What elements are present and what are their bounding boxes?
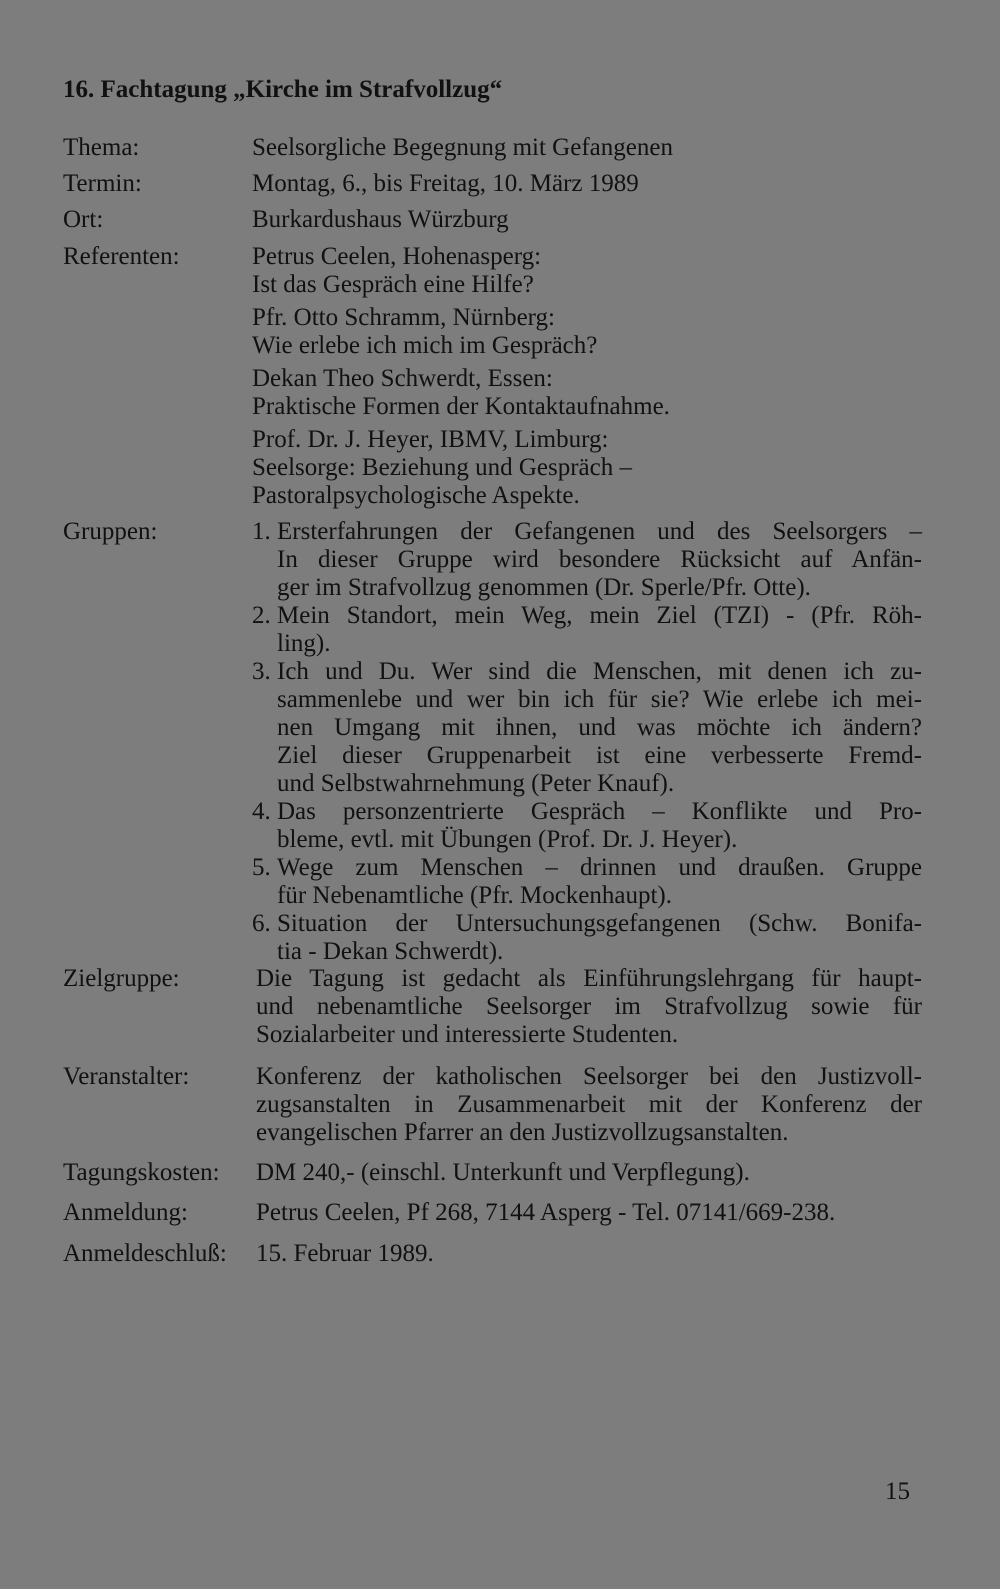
anmeldung-value <box>256 1199 922 1227</box>
zielgruppe-label: Zielgruppe: <box>63 965 180 992</box>
group-line: Wege zum Menschen – drinnen und draußen. Gruppe <box>277 854 922 881</box>
termin-value <box>252 170 922 198</box>
anmeldeschluss-text: 15. Februar 1989. <box>256 1240 434 1267</box>
referent-line: Wie erlebe ich mich im Gespräch? <box>252 332 598 359</box>
group-line: Situation der Untersuchungsgefangenen (Schw. Bonifa- <box>277 910 922 937</box>
group-line: und Selbstwahrnehmung (Peter Knauf). <box>277 770 675 797</box>
referent-line: Dekan Theo Schwerdt, Essen: <box>252 365 553 392</box>
veranstalter-line: evangelischen Pfarrer an den Justizvollzugsanstalten. <box>256 1119 789 1146</box>
referent-line: Pastoralpsychologische Aspekte. <box>252 482 580 509</box>
group-line: Das personzentrierte Gespräch – Konflikte und Pro- <box>277 798 922 825</box>
group-number: 3. <box>252 658 271 685</box>
ort-value <box>252 206 922 234</box>
gruppen-list <box>252 518 922 966</box>
zielgruppe-text <box>256 965 922 1049</box>
group-line: In dieser Gruppe wird besondere Rücksicht auf Anfän- <box>277 546 922 573</box>
anmeldeschluss-label: Anmeldeschluß: <box>63 1240 227 1267</box>
thema-text: Seelsorgliche Begegnung mit Gefangenen <box>252 134 673 161</box>
group-item <box>252 854 922 910</box>
tagungskosten-value <box>256 1159 922 1187</box>
group-number: 2. <box>252 602 271 629</box>
thema-value <box>252 134 922 162</box>
tagungskosten-label: Tagungskosten: <box>63 1159 220 1186</box>
page-title: 16. Fachtagung „Kirche im Strafvollzug“ <box>63 76 503 103</box>
zielgruppe-line: Sozialarbeiter und interessierte Studenten. <box>256 1021 679 1048</box>
group-item <box>252 798 922 854</box>
group-item <box>252 910 922 966</box>
veranstalter-label: Veranstalter: <box>63 1063 190 1090</box>
group-line: Mein Standort, mein Weg, mein Ziel (TZI) - (Pfr. Röh- <box>277 602 922 629</box>
group-line: Ich und Du. Wer sind die Menschen, mit denen ich zu- <box>277 658 922 685</box>
veranstalter-text <box>256 1063 922 1147</box>
group-line: bleme, evtl. mit Übungen (Prof. Dr. J. Heyer). <box>277 826 738 853</box>
tagungskosten-text: DM 240,- (einschl. Unterkunft und Verpflegung). <box>256 1159 750 1186</box>
group-number: 5. <box>252 854 271 881</box>
group-number: 1. <box>252 518 271 545</box>
referent-line: Pfr. Otto Schramm, Nürnberg: <box>252 304 555 331</box>
referenten-list <box>252 243 922 510</box>
referent-line: Petrus Ceelen, Hohenasperg: <box>252 243 542 270</box>
gruppen-label: Gruppen: <box>63 518 158 545</box>
termin-label: Termin: <box>63 170 142 197</box>
group-line: für Nebenamtliche (Pfr. Mockenhaupt). <box>277 882 673 909</box>
group-line: nen Umgang mit ihnen, und was möchte ich ändern? <box>277 714 922 741</box>
referent-line: Prof. Dr. J. Heyer, IBMV, Limburg: <box>252 426 609 453</box>
veranstalter-line: Konferenz der katholischen Seelsorger bei den Justizvoll- <box>256 1063 922 1090</box>
referent-line: Praktische Formen der Kontaktaufnahme. <box>252 393 670 420</box>
group-item <box>252 602 922 658</box>
ort-text: Burkardushaus Würzburg <box>252 206 509 233</box>
group-item <box>252 658 922 798</box>
group-number: 6. <box>252 910 271 937</box>
group-line: Ersterfahrungen der Gefangenen und des Seelsorgers – <box>277 518 922 545</box>
referent-line: Seelsorge: Beziehung und Gespräch – <box>252 454 632 481</box>
anmeldung-text: Petrus Ceelen, Pf 268, 7144 Asperg - Tel. 07141/669-238. <box>256 1199 836 1226</box>
page-number: 15 <box>885 1478 910 1505</box>
veranstalter-line: zugsanstalten in Zusammenarbeit mit der Konferenz der <box>256 1091 922 1118</box>
anmeldeschluss-value <box>256 1240 922 1268</box>
group-line: tia - Dekan Schwerdt). <box>277 938 504 965</box>
zielgruppe-line: und nebenamtliche Seelsorger im Strafvollzug sowie für <box>256 993 922 1020</box>
group-line: ling). <box>277 630 331 657</box>
referent-line: Ist das Gespräch eine Hilfe? <box>252 271 534 298</box>
group-line: sammenlebe und wer bin ich für sie? Wie erlebe ich mei- <box>277 686 922 713</box>
zielgruppe-line: Die Tagung ist gedacht als Einführungslehrgang für haupt- <box>256 965 922 992</box>
group-line: ger im Strafvollzug genommen (Dr. Sperle/Pfr. Otte). <box>277 574 811 601</box>
group-number: 4. <box>252 798 271 825</box>
anmeldung-label: Anmeldung: <box>63 1199 188 1226</box>
referenten-label: Referenten: <box>63 243 180 270</box>
ort-label: Ort: <box>63 206 104 233</box>
group-item <box>252 518 922 602</box>
termin-text: Montag, 6., bis Freitag, 10. März 1989 <box>252 170 639 197</box>
thema-label: Thema: <box>63 134 140 161</box>
group-line: Ziel dieser Gruppenarbeit ist eine verbesserte Fremd- <box>277 742 922 769</box>
